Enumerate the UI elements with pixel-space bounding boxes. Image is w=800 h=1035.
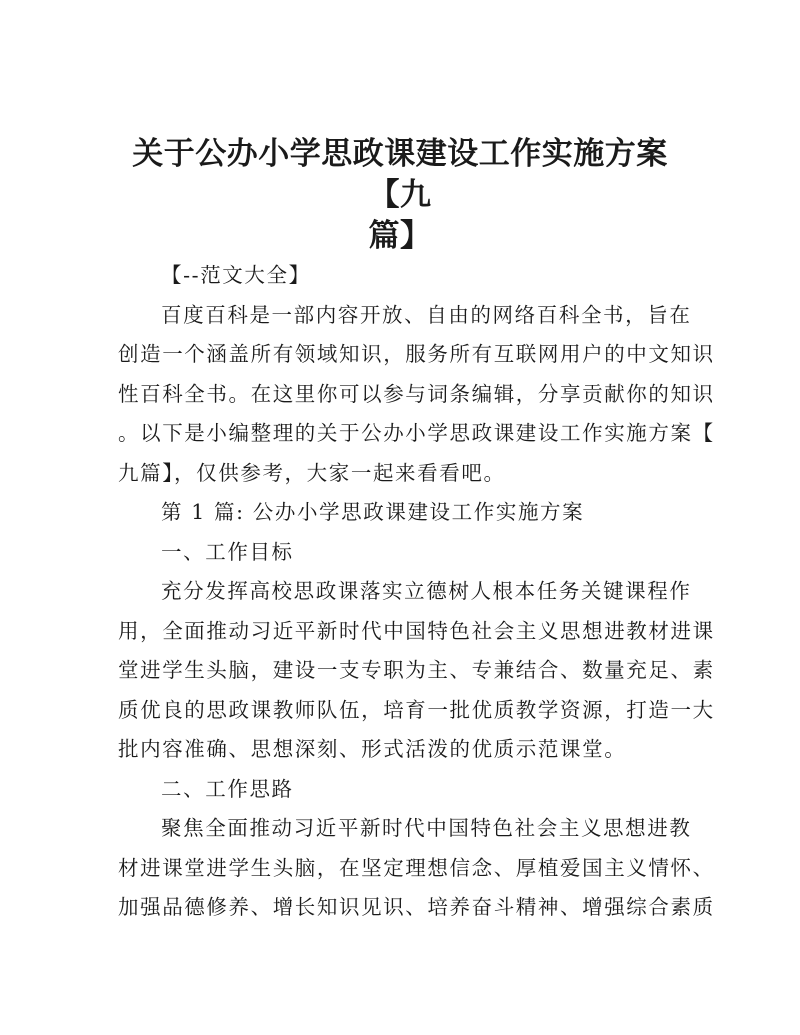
source-tag: 【--范文大全】 xyxy=(161,263,311,287)
heading-work-approach: 二、工作思路 xyxy=(161,776,294,801)
text-line: 充分发挥高校思政课落实立德树人根本任务关键课程作 xyxy=(161,579,692,603)
text-line: 批内容准确、思想深刻、形式活泼的优质示范课堂。 xyxy=(118,737,627,761)
text-line: 。以下是小编整理的关于公办小学思政课建设工作实施方案【 xyxy=(118,421,715,445)
text-line: 聚焦全面推动习近平新时代中国特色社会主义思想进教 xyxy=(161,816,692,840)
title-line: 篇】 xyxy=(368,218,432,254)
text-line: 材进课堂进学生头脑，在坚定理想信念、厚植爱国主义情怀、 xyxy=(118,855,715,880)
intro-paragraph xyxy=(118,296,715,494)
title-line: 关于公办小学思政课建设工作实施方案【九 xyxy=(132,136,668,213)
goals-paragraph xyxy=(118,572,715,770)
text-line: 创造一个涵盖所有领域知识，服务所有互联网用户的中文知识 xyxy=(118,342,715,366)
document-title xyxy=(110,134,690,257)
text-line: 性百科全书。在这里你可以参与词条编辑，分享贡献你的知识 xyxy=(118,381,715,406)
text-line: 堂进学生头脑，建设一支专职为主、专兼结合、数量充足、素 xyxy=(118,658,715,682)
approach-paragraph xyxy=(118,809,715,928)
section-heading: 第 1 篇: 公办小学思政课建设工作实施方案 xyxy=(161,500,585,524)
text-line: 百度百科是一部内容开放、自由的网络百科全书，旨在 xyxy=(161,302,692,327)
text-line: 加强品德修养、增长知识见识、培养奋斗精神、增强综合素质 xyxy=(118,895,715,919)
text-line: 用，全面推动习近平新时代中国特色社会主义思想进教材进课 xyxy=(118,618,715,643)
text-line: 九篇】，仅供参考，大家一起来看看吧。 xyxy=(118,460,506,485)
heading-work-goals: 一、工作目标 xyxy=(161,539,294,564)
document-body xyxy=(118,256,715,928)
text-line: 质优良的思政课教师队伍，培育一批优质教学资源，打造一大 xyxy=(118,697,715,722)
